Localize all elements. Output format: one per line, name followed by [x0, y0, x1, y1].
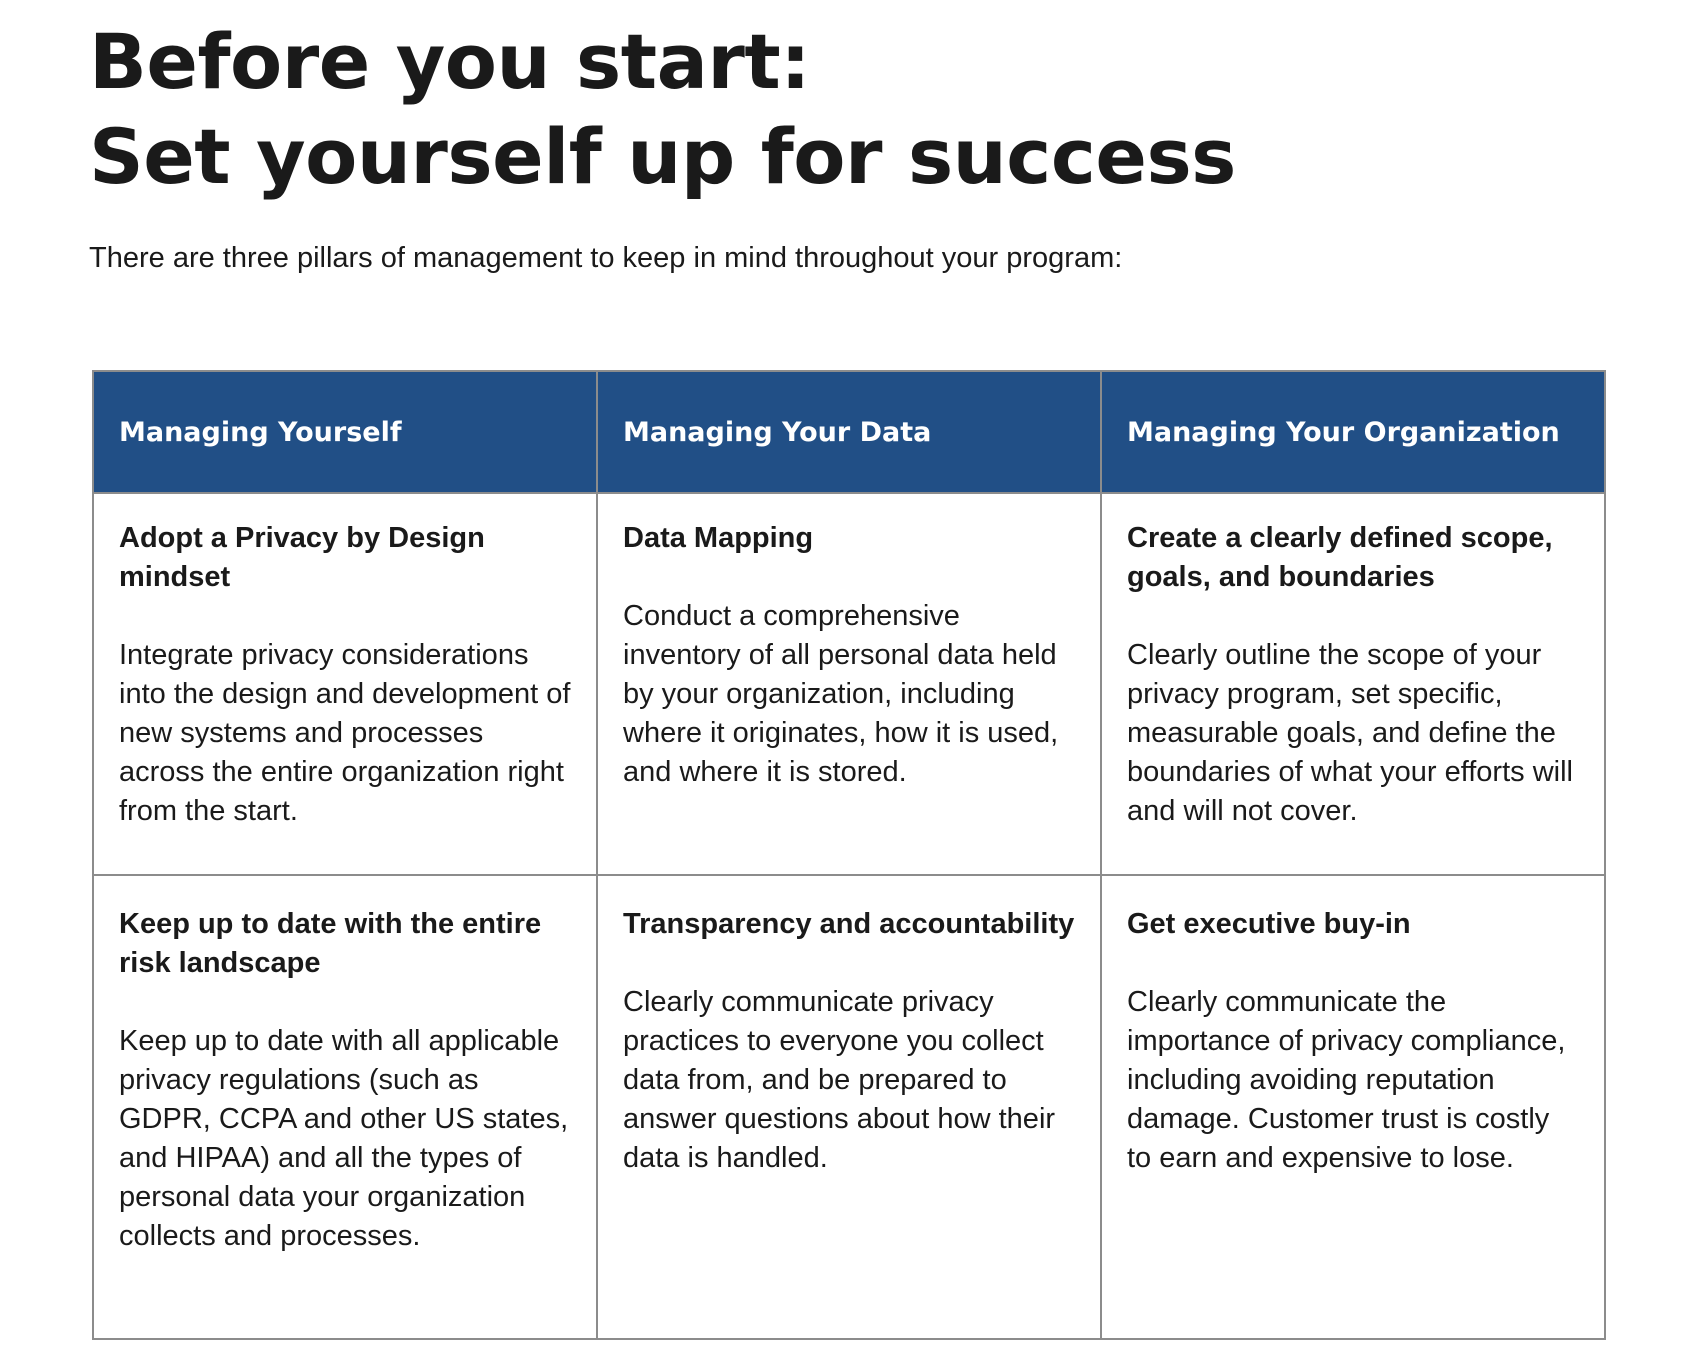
pillars-table: [92, 370, 1606, 1340]
page-title: [89, 14, 1236, 204]
cell-title: Get executive buy-in: [1127, 908, 1411, 940]
cell-body: Clearly communicate privacy practices to everyone you collect data from, and be prepared to answer questions about how their data is handled.: [623, 986, 1056, 1174]
table-cell: [93, 493, 597, 875]
cell-body: Conduct a comprehensive inventory of all personal data held by your organization, including where it originates, how it is used, and where it is stored.: [623, 600, 1059, 788]
cell-title: Adopt a Privacy by Design mindset: [119, 522, 485, 593]
cell-body: Clearly outline the scope of your privacy program, set specific, measurable goals, and define the boundaries of what your efforts will and will not cover.: [1127, 639, 1573, 827]
column-header-managing-your-data: Managing Your Data: [597, 371, 1101, 493]
table-cell: [597, 875, 1101, 1339]
table-cell: [1101, 493, 1605, 875]
page-title-line-1: Before you start:: [89, 17, 811, 106]
table-cell: [1101, 875, 1605, 1339]
cell-title: Transparency and accountability: [623, 908, 1075, 940]
table-cell: [93, 875, 597, 1339]
intro-text: There are three pillars of management to keep in mind throughout your program:: [89, 242, 1123, 274]
table-cell: [597, 493, 1101, 875]
column-header-managing-yourself: Managing Yourself: [93, 371, 597, 493]
cell-title: Data Mapping: [623, 522, 814, 554]
cell-title: Keep up to date with the entire risk landscape: [119, 908, 542, 979]
cell-body: Clearly communicate the importance of privacy compliance, including avoiding reputation damage. Customer trust is costly to earn and expensive to lose.: [1127, 986, 1566, 1174]
cell-title: Create a clearly defined scope, goals, and boundaries: [1127, 522, 1553, 593]
table-row: [93, 493, 1605, 875]
table-row: [93, 875, 1605, 1339]
table-header-row: [93, 371, 1605, 493]
cell-body: Integrate privacy considerations into the design and development of new systems and processes across the entire organization right from the start.: [119, 639, 571, 827]
cell-body: Keep up to date with all applicable privacy regulations (such as GDPR, CCPA and other US states, and HIPAA) and all the types of personal data your organization collects and processes.: [119, 1025, 569, 1252]
column-header-managing-your-organization: Managing Your Organization: [1101, 371, 1605, 493]
page-title-line-2: Set yourself up for success: [89, 112, 1236, 201]
